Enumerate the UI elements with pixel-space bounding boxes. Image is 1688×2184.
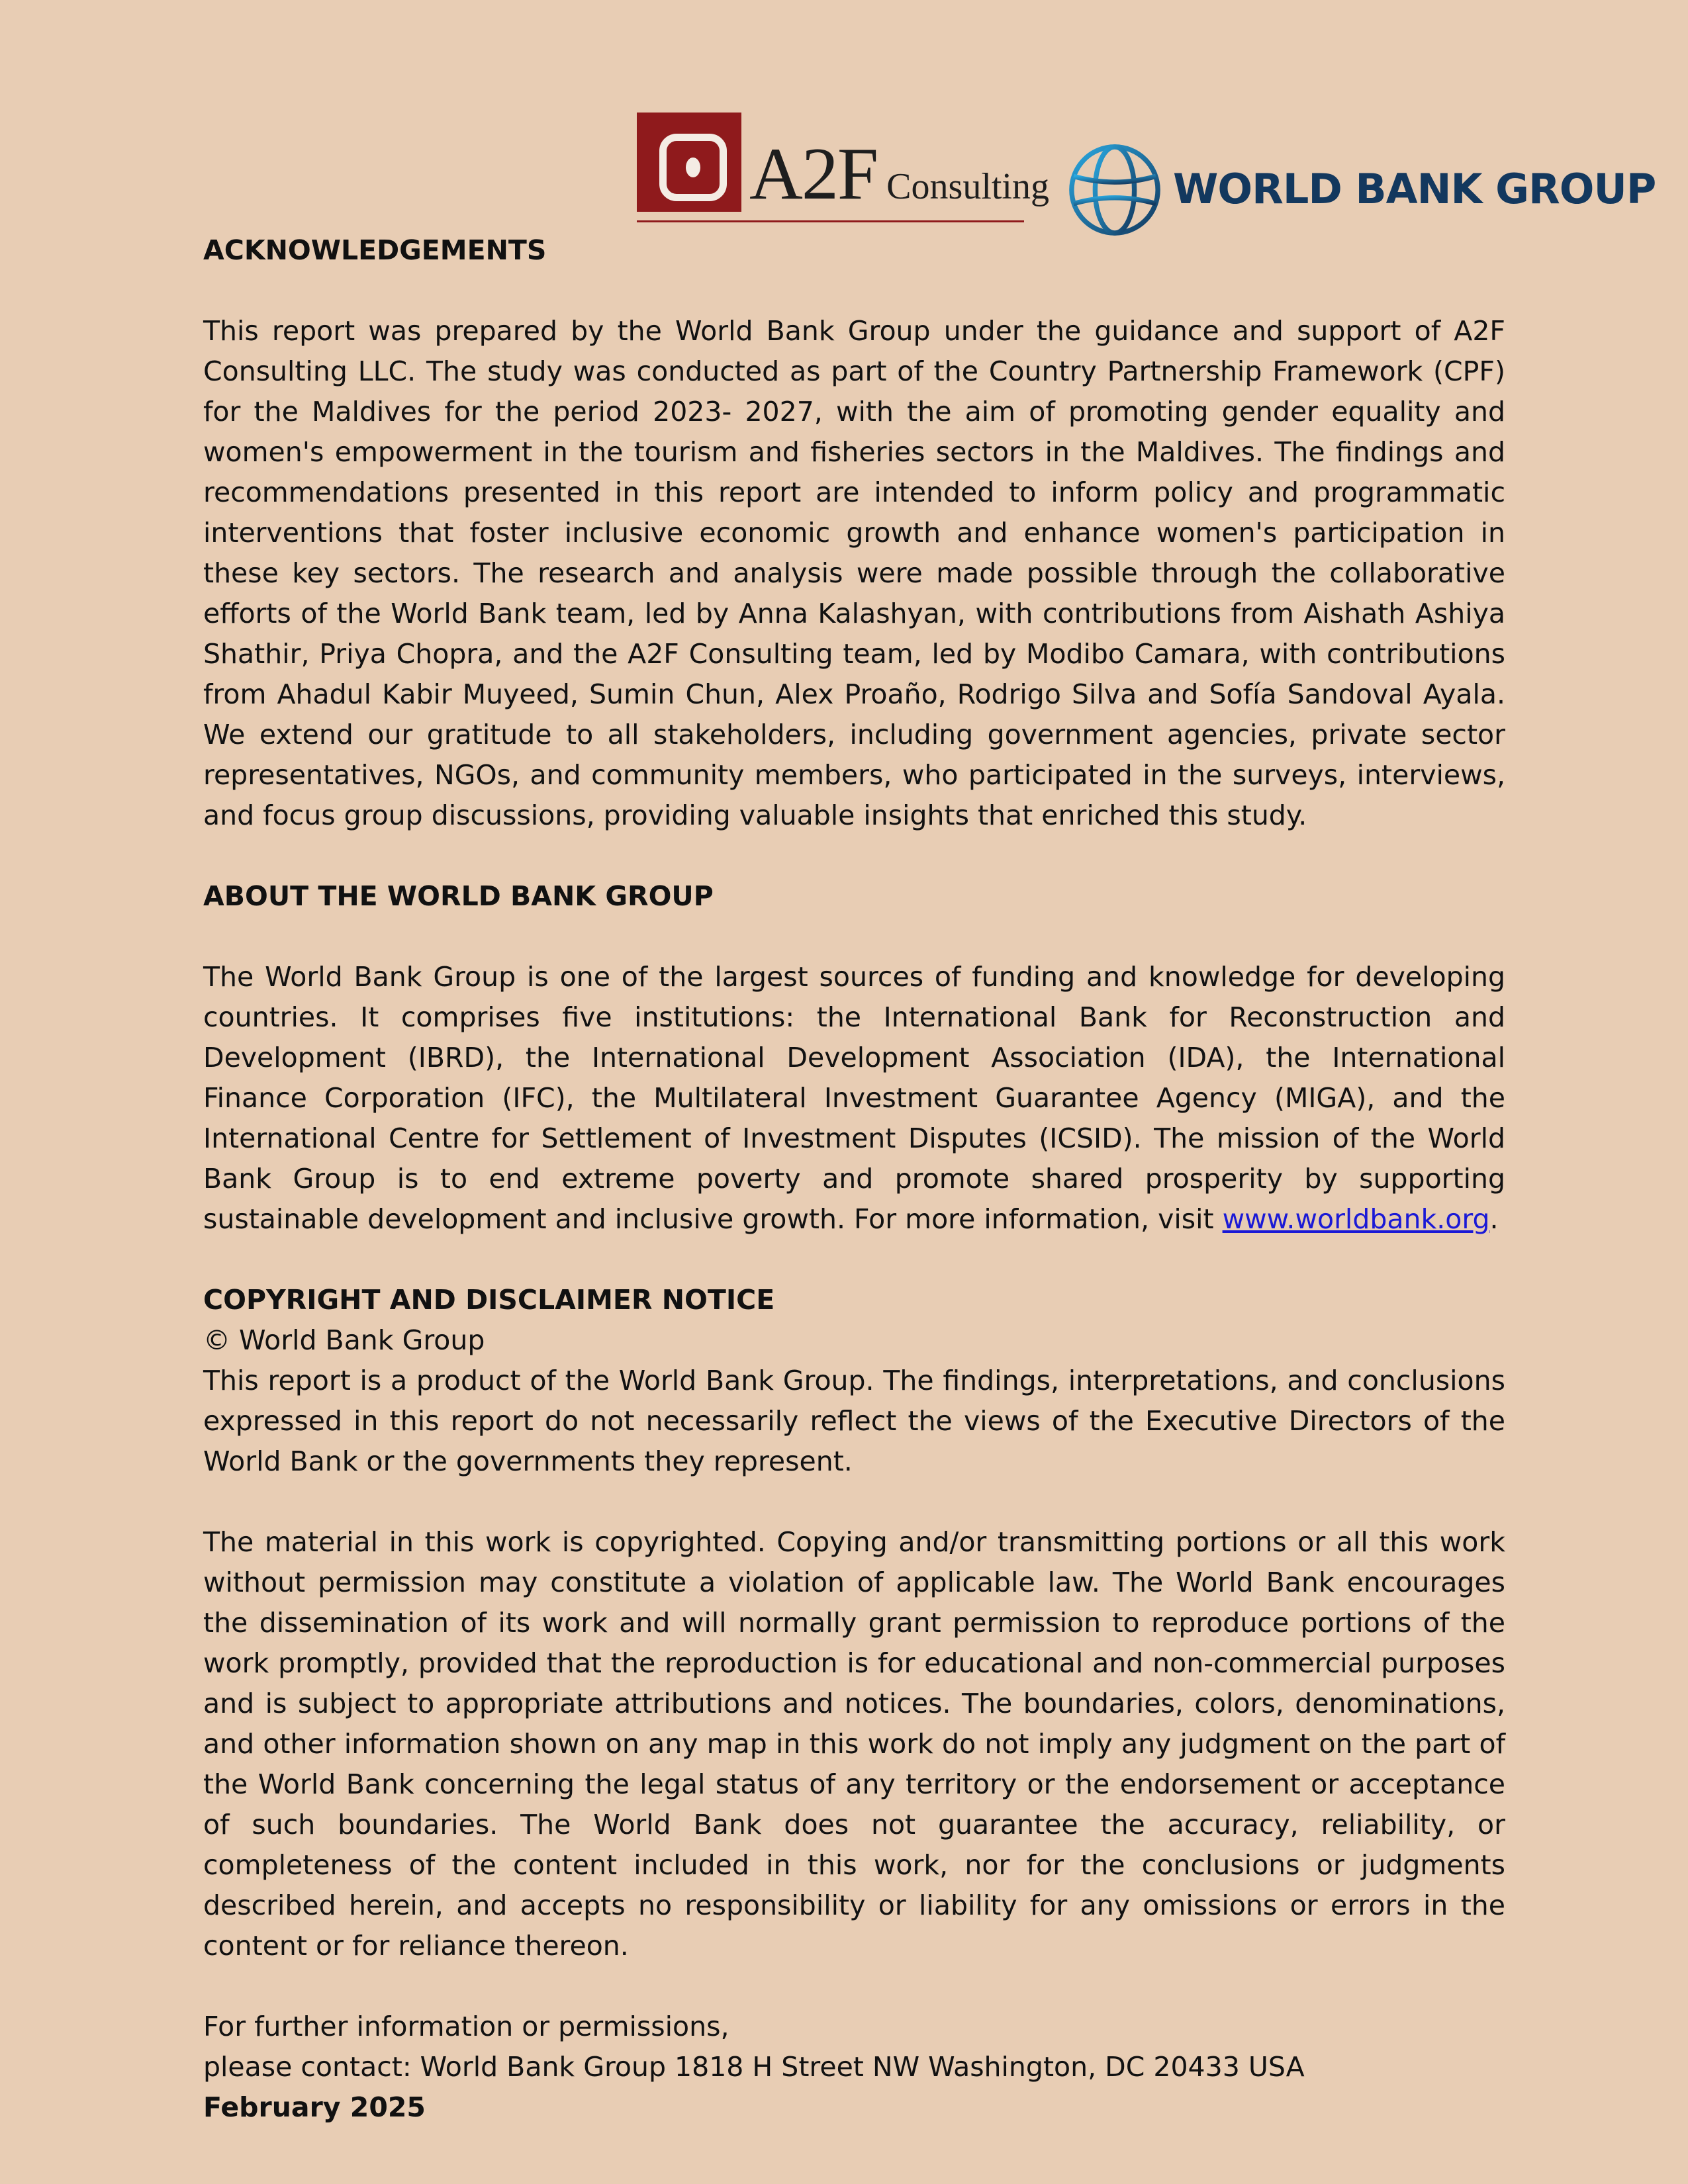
- a2f-sub-text: Consulting: [886, 166, 1049, 207]
- a2f-wordmark: [749, 133, 1049, 215]
- copyright-owner: © World Bank Group: [203, 1324, 485, 1356]
- about-heading: ABOUT THE WORLD BANK GROUP: [203, 880, 714, 912]
- a2f-underline: [637, 220, 1024, 222]
- copyright-paragraph-2: The material in this work is copyrighted. Copying and/or transmitting portions or all this work without permission may constitute a violation of applicable law. The World Bank encourages the dissemination of its work and will normally grant permission to reproduce portions of the work promptly, provided that the reproduction is for educational and non-commercial purposes and is subject to appropriate attributions and notices. The boundaries, colors, denominations, and other information shown on any map in this work do not imply any judgment on the part of the World Bank concerning the legal status of any territory or the endorsement or acceptance of such boundaries. The World Bank does not guarantee the accuracy, reliability, or completeness of the content included in this work, nor for the conclusions or judgments described herein, and accepts no responsibility or liability for any omissions or errors in the content or for reliance thereon.: [203, 1526, 1505, 1962]
- document-body: [203, 230, 1505, 2128]
- publication-date: February 2025: [203, 2091, 426, 2123]
- a2f-square-mark-icon: [637, 113, 741, 212]
- a2f-main-text: A2F: [749, 133, 878, 215]
- wbg-wordmark: WORLD BANK GROUP: [1173, 165, 1656, 213]
- acknowledgements-heading: ACKNOWLEDGEMENTS: [203, 234, 547, 266]
- a2f-logo: [635, 109, 1049, 228]
- about-paragraph: The World Bank Group is one of the largest sources of funding and knowledge for developing countries. It comprises five institutions: the International Bank for Reconstruction and Development (IBRD), the International Development Association (IDA), the International Finance Corporation (IFC), the Multilateral Investment Guarantee Agency (MIGA), and the International Centre for Settlement of Investment Disputes (ICSID). The mission of the World Bank Group is to end extreme poverty and promote shared prosperity by supporting sustainable development and inclusive growth. For more information, visit www.worldbank.org.: [203, 961, 1505, 1235]
- globe-icon: [1066, 141, 1164, 239]
- contact-line-2: please contact: World Bank Group 1818 H Street NW Washington, DC 20433 USA: [203, 2051, 1305, 2083]
- about-text: The World Bank Group is one of the largest sources of funding and knowledge for developing countries. It comprises five institutions: the International Bank for Reconstruction and Development (IBRD), the International Development Association (IDA), the International Finance Corporation (IFC), the Multilateral Investment Guarantee Agency (MIGA), and the International Centre for Settlement of Investment Disputes (ICSID). The mission of the World Bank Group is to end extreme poverty and promote shared prosperity by supporting sustainable development and inclusive growth. For more information, visit: [203, 961, 1505, 1235]
- acknowledgements-paragraph: This report was prepared by the World Bank Group under the guidance and support of A2F Consulting LLC. The study was conducted as part of the Country Partnership Framework (CPF) for the Maldives for the period 2023- 2027, with the aim of promoting gender equality and women's empowerment in the tourism and fisheries sectors in the Maldives. The findings and recommendations presented in this report are intended to inform policy and programmatic interventions that foster inclusive economic growth and enhance women's participation in these key sectors. The research and analysis were made possible through the collaborative efforts of the World Bank team, led by Anna Kalashyan, with contributions from Aishath Ashiya Shathir, Priya Chopra, and the A2F Consulting team, led by Modibo Camara, with contributions from Ahadul Kabir Muyeed, Sumin Chun, Alex Proaño, Rodrigo Silva and Sofía Sandoval Ayala. We extend our gratitude to all stakeholders, including government agencies, private sector representatives, NGOs, and community members, who participated in the surveys, interviews, and focus group discussions, providing valuable insights that enriched this study.: [203, 315, 1505, 831]
- contact-line-1: For further information or permissions,: [203, 2011, 729, 2042]
- worldbank-link[interactable]: www.worldbank.org: [1222, 1203, 1490, 1235]
- world-bank-group-logo: [1066, 141, 1656, 240]
- copyright-paragraph-1: This report is a product of the World Bank Group. The findings, interpretations, and conclusions expressed in this report do not necessarily reflect the views of the Executive Directors of the World Bank or the governments they represent.: [203, 1365, 1505, 1477]
- copyright-heading: COPYRIGHT AND DISCLAIMER NOTICE: [203, 1284, 775, 1316]
- header-logos: [635, 109, 1656, 235]
